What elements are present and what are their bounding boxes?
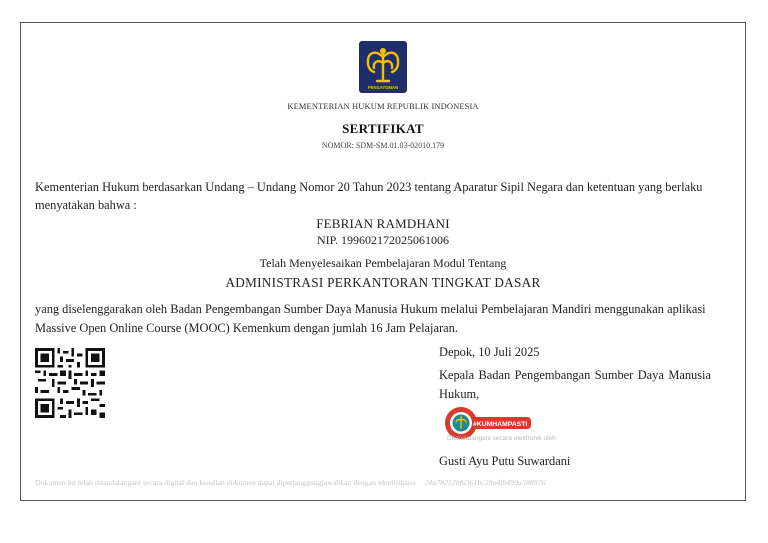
recipient-nip: NIP. 199602172025061006 [316, 233, 449, 247]
footer-verification [35, 478, 545, 487]
signature-block [439, 343, 711, 404]
qr-code-icon [35, 348, 105, 418]
completion-statement: Telah Menyelesaikan Pembelajaran Modul Tentang [259, 256, 507, 270]
signer-name: Gusti Ayu Putu Suwardani [439, 454, 571, 468]
course-title: ADMINISTRASI PERKANTORAN TINGKAT DASAR [225, 275, 541, 290]
place-date: Depok, 10 Juli 2025 [439, 345, 540, 359]
recipient-name: FEBRIAN RAMDHANI [316, 216, 450, 231]
stamp-label: #KUMHAMPASTI [473, 421, 528, 428]
footer-text: Dokumen ini telah ditandatangani secara digital dan keaslian dokumen dapat dipertanggungjawabkan dengan identifikator [35, 478, 417, 487]
stamp-note: Ditandatangani secara elektronik oleh [447, 435, 556, 442]
certificate-number: NOMOR: SDM-SM.01.03-02010.179 [321, 141, 445, 150]
ministry-emblem-logo [359, 41, 407, 93]
certificate-title: SERTIFIKAT [342, 121, 424, 136]
document-identifier: 24a78212bf6361bc28a4fb499a388976 [424, 478, 546, 487]
emblem-star-icon [380, 48, 386, 54]
ministry-name: KEMENTERIAN HUKUM REPUBLIK INDONESIA [287, 101, 479, 111]
signer-position: Kepala Badan Pengembangan Sumber Daya Manusia Hukum, [439, 368, 711, 401]
intro-paragraph: Kementerian Hukum berdasarkan Undang – Undang Nomor 20 Tahun 2023 tentang Aparatur Sipil Negara dan ketentuan yang berlaku menyatakan bahwa : [35, 180, 703, 212]
emblem-text: PENGAYOMAN [367, 85, 399, 90]
certificate [20, 22, 746, 501]
course-description: yang diselenggarakan oleh Badan Pengembangan Sumber Daya Manusia Hukum melalui Pembelajaran Mandiri menggunakan aplikasi Massive Open Online Course (MOOC) Kemenkum dengan jumlah 16 Jam Pelajaran. [35, 302, 706, 335]
